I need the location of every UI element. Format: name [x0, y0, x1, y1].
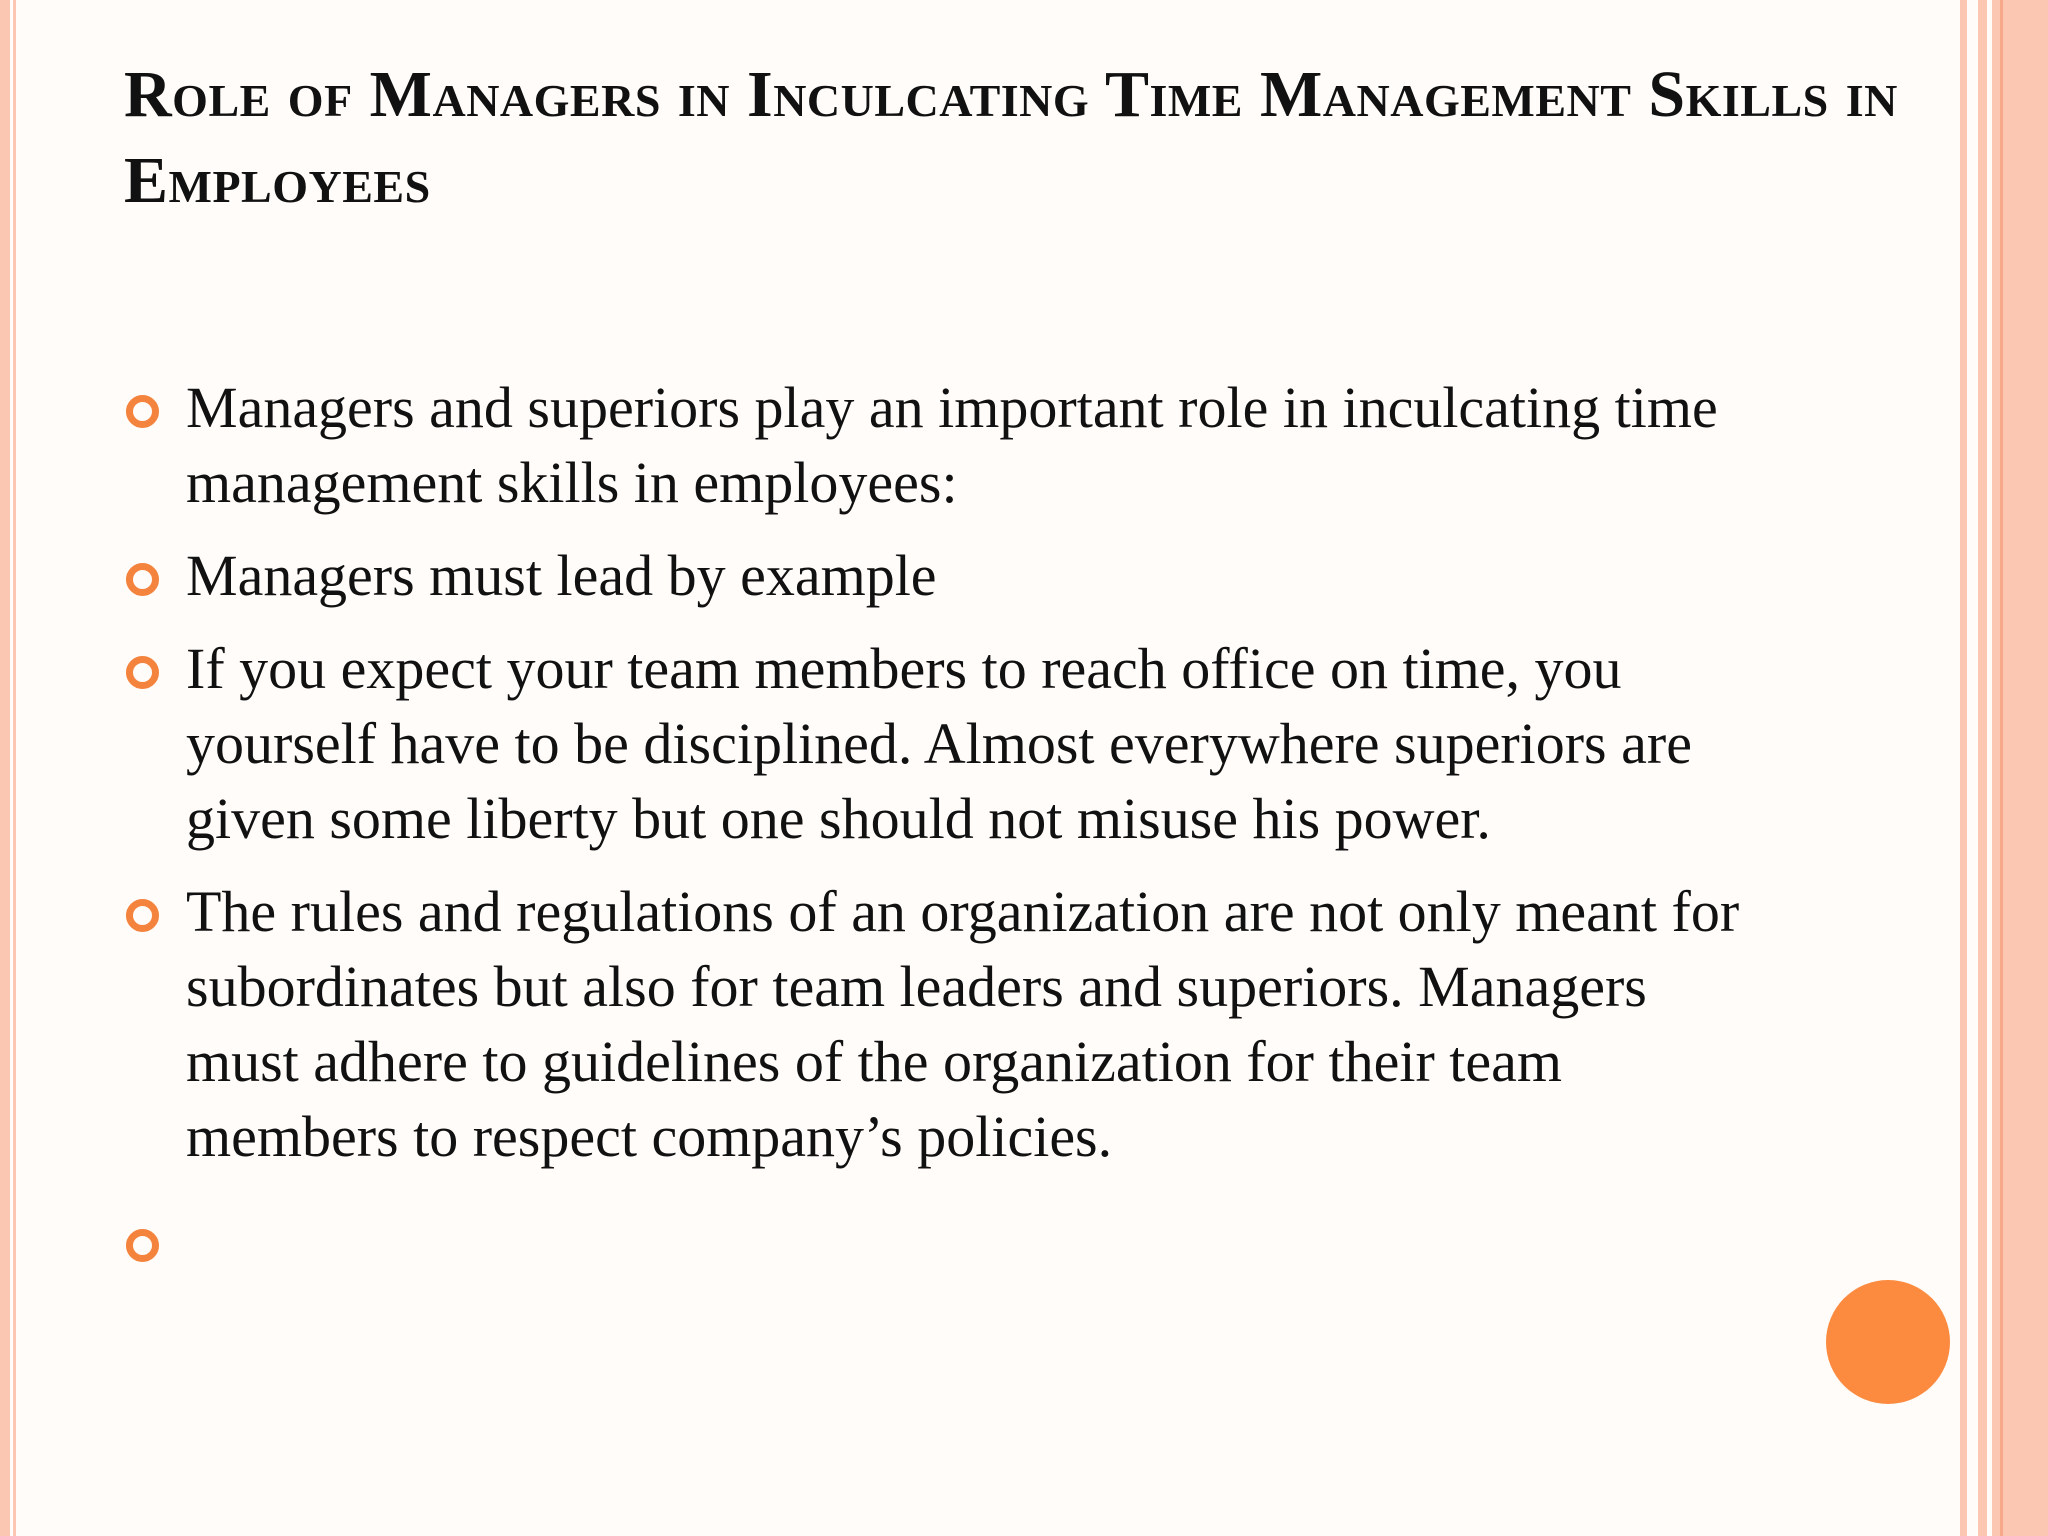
slide-title: Role of Managers in Inculcating Time Management Skills in Employees: [124, 58, 1898, 217]
left-border-stripe-thin: [13, 0, 16, 1536]
circle-bullet-icon: [126, 395, 159, 428]
bullet-item: [124, 874, 1764, 1174]
circle-bullet-icon: [126, 563, 159, 596]
bullet-text: If you expect your team members to reach office on time, you yourself have to be disciplined. Almost everywhere superiors are given some liberty but one should not misuse his power.: [186, 636, 1692, 851]
right-border-accent-line: [2000, 0, 2003, 1536]
decorative-circle: [1826, 1280, 1950, 1404]
bullet-item: [124, 538, 1764, 613]
right-border-stripe: [1960, 0, 1967, 1536]
bullet-item-empty: [124, 1204, 1764, 1279]
bullet-text: Managers must lead by example: [186, 543, 937, 608]
left-border-stripe: [0, 0, 10, 1536]
bullet-item: [124, 631, 1764, 856]
bullet-item: [124, 370, 1764, 520]
right-border-stripe: [1978, 0, 1987, 1536]
circle-bullet-icon: [126, 1229, 159, 1262]
circle-bullet-icon: [126, 899, 159, 932]
circle-bullet-icon: [126, 656, 159, 689]
bullet-list: [124, 370, 1764, 1297]
bullet-text: The rules and regulations of an organization are not only meant for subordinates but also for team leaders and superiors. Managers must adhere to guidelines of the organization for their team members to respect company’s policies.: [186, 879, 1740, 1169]
bullet-text: Managers and superiors play an important role in inculcating time management skills in employees:: [186, 375, 1718, 515]
